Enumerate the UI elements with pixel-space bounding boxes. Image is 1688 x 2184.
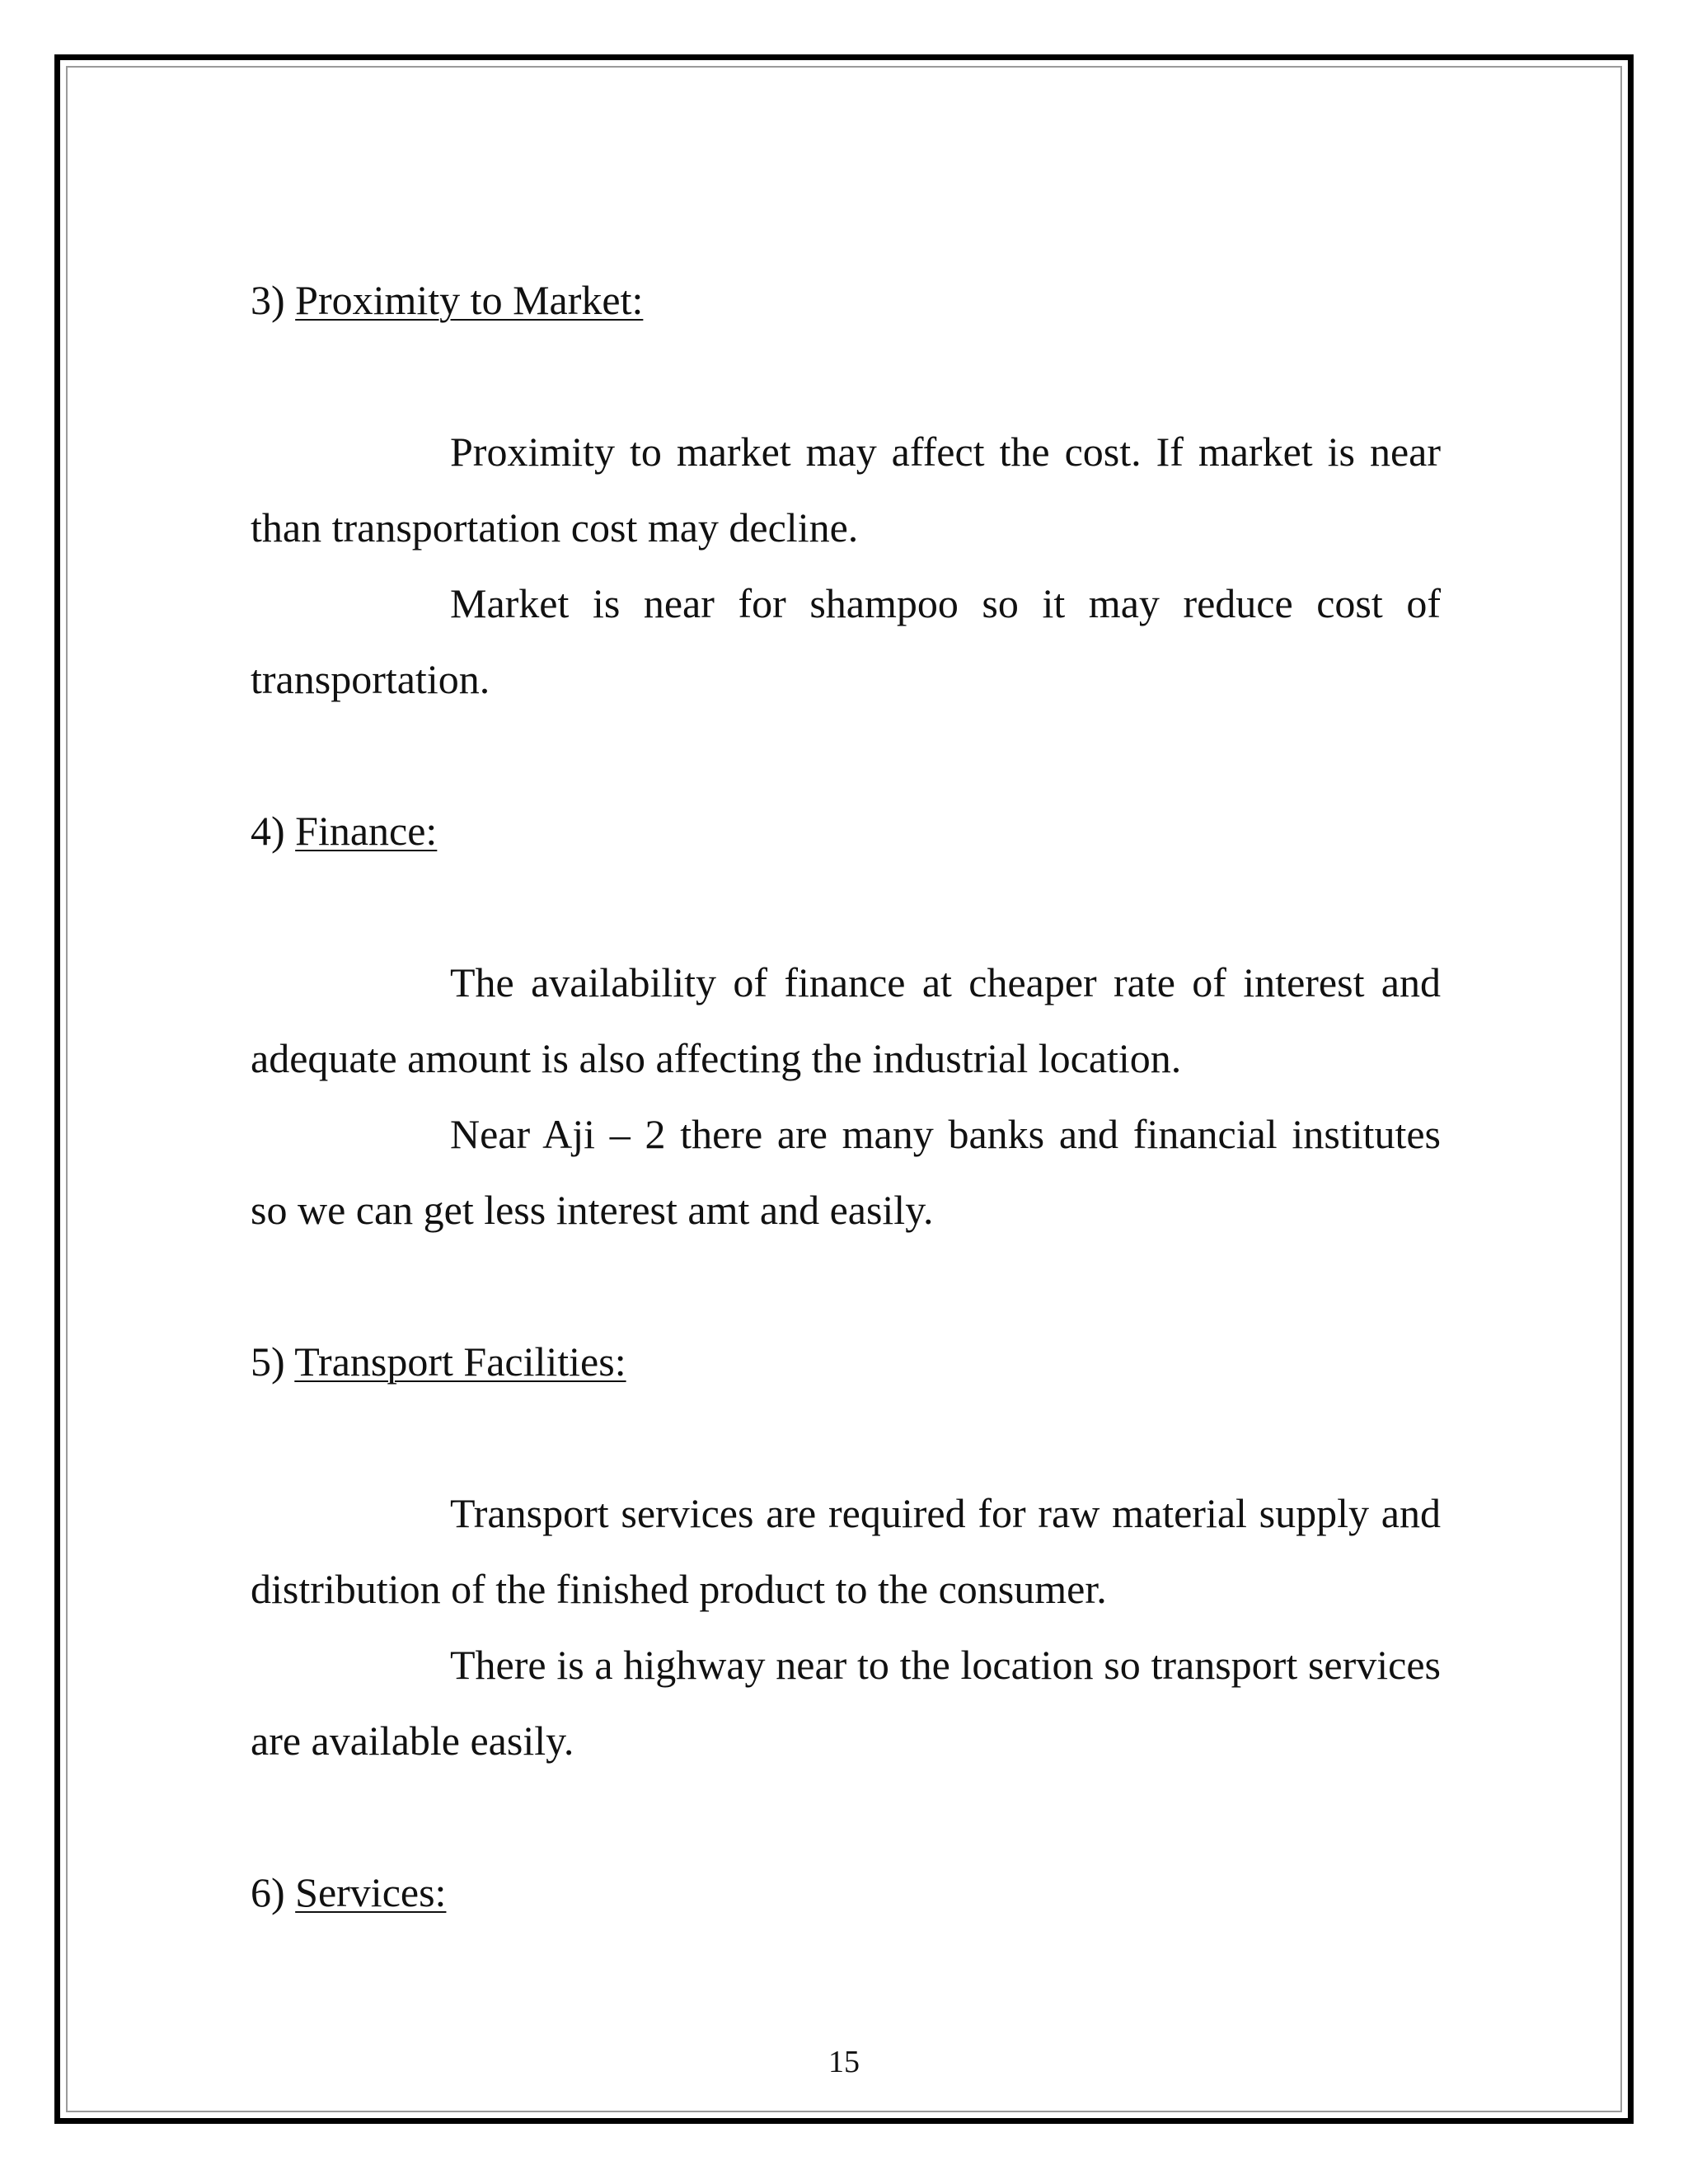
section-title: Finance: (295, 808, 438, 854)
section-number: 5) (251, 1338, 285, 1385)
section-number: 3) (251, 277, 285, 323)
section-finance (251, 793, 1441, 1324)
section-number: 6) (251, 1869, 285, 1915)
section-heading (251, 1854, 1441, 1930)
paragraph: Transport services are required for raw material supply and distribution of the finished product to the consumer. (251, 1490, 1441, 1612)
section-title: Proximity to Market: (295, 277, 644, 323)
section-title: Transport Facilities: (294, 1338, 626, 1385)
paragraph: Near Aji – 2 there are many banks and financial institutes so we can get less interest amt and easily. (251, 1111, 1441, 1233)
paragraph: Proximity to market may affect the cost. If market is near than transportation cost may decline. (251, 429, 1441, 551)
section-transport-facilities (251, 1324, 1441, 1854)
paragraph: The availability of finance at cheaper rate of interest and adequate amount is also affecting the industrial location. (251, 959, 1441, 1081)
section-proximity-to-market (251, 262, 1441, 793)
section-heading (251, 1324, 1441, 1399)
paragraph: There is a highway near to the location so transport services are available easily. (251, 1642, 1441, 1764)
page-number: 15 (828, 2045, 860, 2079)
section-title: Services: (295, 1869, 447, 1915)
section-heading (251, 262, 1441, 338)
section-heading (251, 793, 1441, 869)
paragraph: Market is near for shampoo so it may reduce cost of transportation. (251, 580, 1441, 702)
section-number: 4) (251, 808, 285, 854)
document-body (251, 262, 1441, 1930)
section-services (251, 1854, 1441, 1930)
